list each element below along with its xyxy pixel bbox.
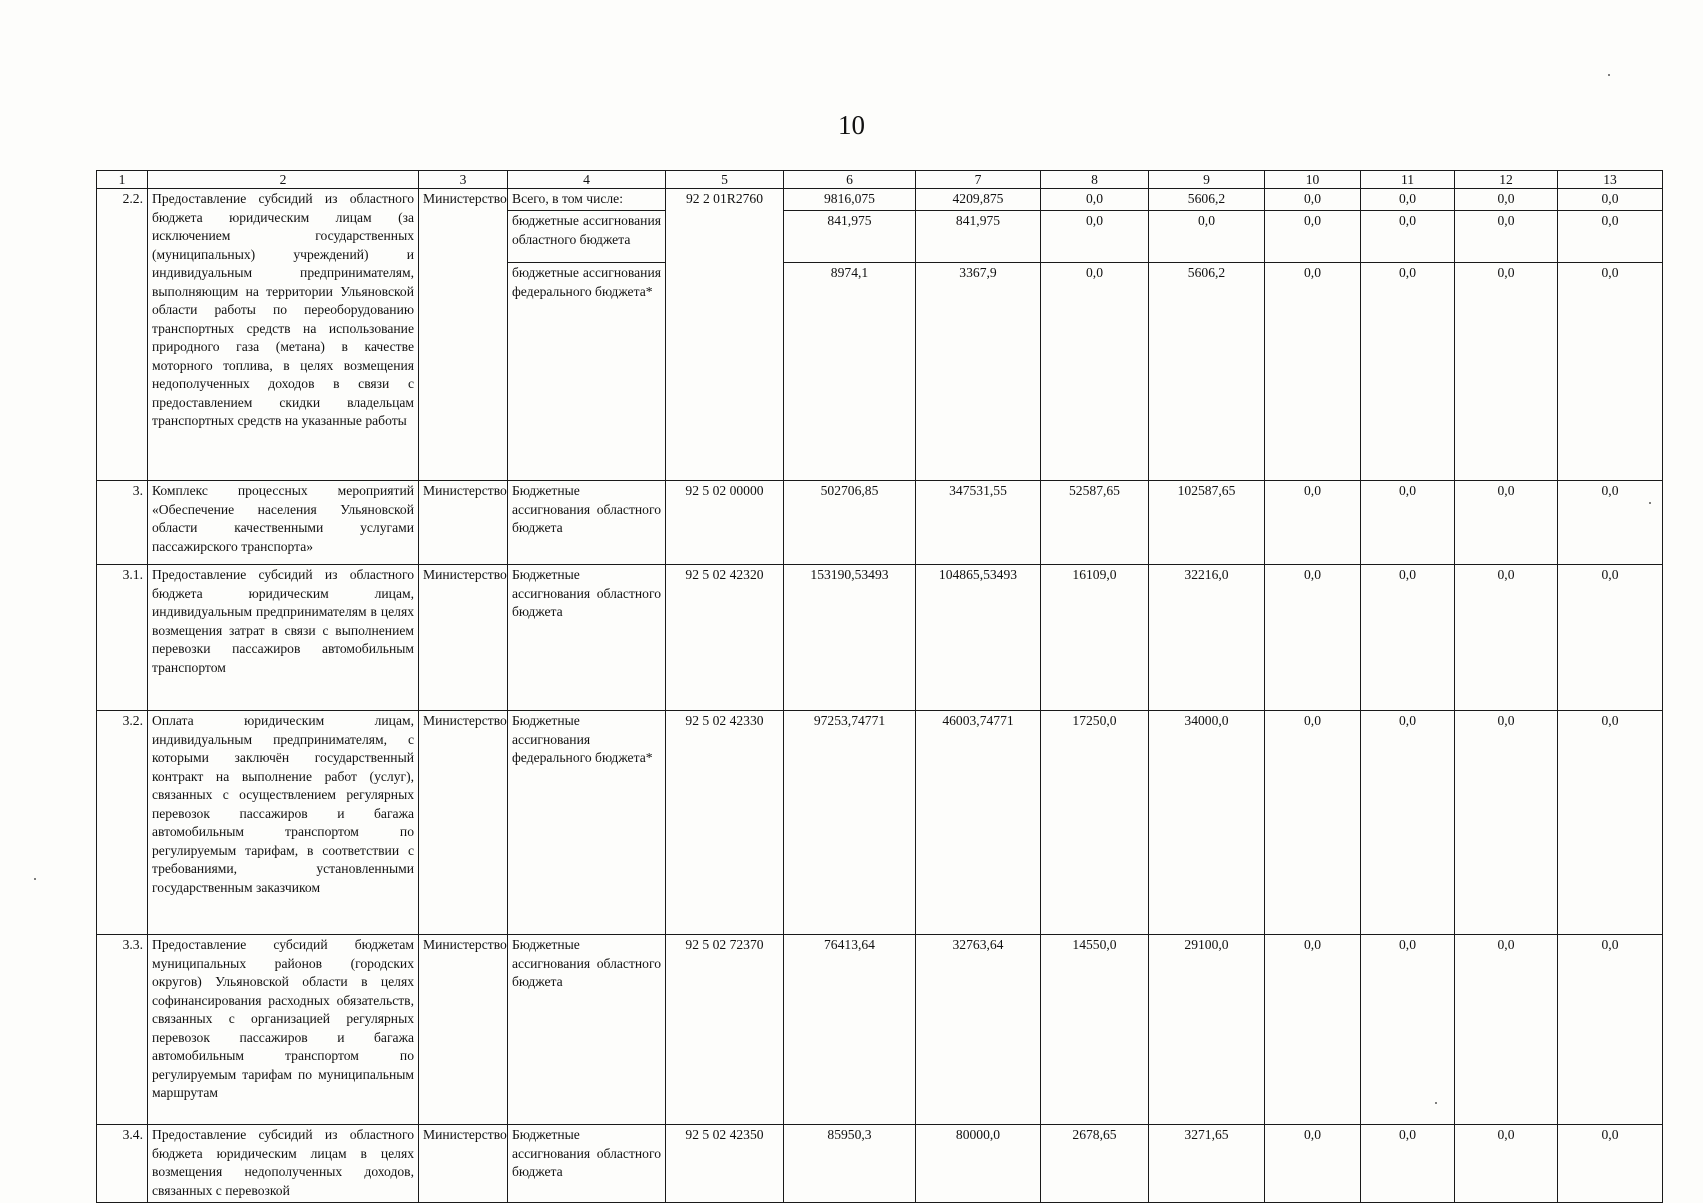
- amount-cell: 841,975: [916, 211, 1041, 263]
- funding-source: Бюджетные ассигнования областного бюджета: [508, 935, 666, 1125]
- amount-cell: 0,0: [1361, 565, 1455, 711]
- scan-speck: [1649, 502, 1651, 504]
- column-header: 1: [97, 171, 148, 189]
- amount-cell: 8974,1: [784, 263, 916, 481]
- amount-cell: 17250,0: [1041, 711, 1149, 935]
- column-header: 5: [666, 171, 784, 189]
- column-header: 3: [419, 171, 508, 189]
- row-number: 3.4.: [97, 1125, 148, 1203]
- budget-code: 92 5 02 42350: [666, 1125, 784, 1203]
- amount-cell: 104865,53493: [916, 565, 1041, 711]
- amount-cell: 0,0: [1455, 935, 1558, 1125]
- amount-cell: 52587,65: [1041, 481, 1149, 565]
- amount-cell: 0,0: [1361, 481, 1455, 565]
- table-row: [97, 189, 1663, 211]
- column-header: 12: [1455, 171, 1558, 189]
- page-number: 10: [838, 110, 865, 140]
- amount-cell: 0,0: [1361, 1125, 1455, 1203]
- column-header: 10: [1265, 171, 1361, 189]
- amount-cell: 46003,74771: [916, 711, 1041, 935]
- funding-source: Бюджетные ассигнования областного бюджета: [508, 1125, 666, 1203]
- table-row: [97, 1125, 1663, 1203]
- amount-cell: 0,0: [1265, 1125, 1361, 1203]
- amount-cell: 0,0: [1455, 211, 1558, 263]
- amount-cell: 153190,53493: [784, 565, 916, 711]
- row-number: 3.2.: [97, 711, 148, 935]
- funding-source: бюджетные ассигнования областного бюджета: [508, 211, 666, 263]
- table-row: [97, 565, 1663, 711]
- column-header: 13: [1558, 171, 1663, 189]
- amount-cell: 34000,0: [1149, 711, 1265, 935]
- row-number: 3.1.: [97, 565, 148, 711]
- scan-speck: [1608, 74, 1610, 76]
- budget-code: 92 2 01R2760: [666, 189, 784, 481]
- column-header: 8: [1041, 171, 1149, 189]
- amount-cell: 0,0: [1041, 189, 1149, 211]
- responsible-executor: Министерство: [419, 935, 508, 1125]
- amount-cell: 0,0: [1041, 263, 1149, 481]
- row-number: 3.3.: [97, 935, 148, 1125]
- amount-cell: 80000,0: [916, 1125, 1041, 1203]
- funding-source: Бюджетные ассигнования областного бюджета: [508, 481, 666, 565]
- responsible-executor: Министерство: [419, 1125, 508, 1203]
- amount-cell: 0,0: [1265, 481, 1361, 565]
- amount-cell: 0,0: [1558, 189, 1663, 211]
- amount-cell: 2678,65: [1041, 1125, 1149, 1203]
- responsible-executor: Министерство: [419, 481, 508, 565]
- amount-cell: 0,0: [1041, 211, 1149, 263]
- table-row: [97, 711, 1663, 935]
- measure-name: Комплекс процессных мероприятий «Обеспечение населения Ульяновской области качественными услугами пассажирского транспорта»: [148, 481, 419, 565]
- amount-cell: 29100,0: [1149, 935, 1265, 1125]
- amount-cell: 0,0: [1265, 711, 1361, 935]
- amount-cell: 0,0: [1361, 189, 1455, 211]
- amount-cell: 0,0: [1265, 189, 1361, 211]
- amount-cell: 102587,65: [1149, 481, 1265, 565]
- budget-table: [96, 170, 1663, 1203]
- amount-cell: 32763,64: [916, 935, 1041, 1125]
- amount-cell: 0,0: [1361, 263, 1455, 481]
- amount-cell: 0,0: [1455, 263, 1558, 481]
- amount-cell: 0,0: [1265, 211, 1361, 263]
- responsible-executor: Министерство: [419, 565, 508, 711]
- amount-cell: 0,0: [1455, 711, 1558, 935]
- amount-cell: 0,0: [1361, 935, 1455, 1125]
- scan-speck: [34, 878, 36, 880]
- funding-source: Бюджетные ассигнования областного бюджета: [508, 565, 666, 711]
- measure-name: Предоставление субсидий бюджетам муниципальных районов (городских округов) Ульяновской области в целях софинансирования расходных обязательств, связанных с организацией регулярных перевозок пассажиров и багажа автомобильным транспортом по регулируемым тарифам по муниципальным маршрутам: [148, 935, 419, 1125]
- column-header: 9: [1149, 171, 1265, 189]
- amount-cell: 0,0: [1558, 711, 1663, 935]
- amount-cell: 0,0: [1558, 1125, 1663, 1203]
- funding-source: бюджетные ассигнования федерального бюджета*: [508, 263, 666, 481]
- scan-speck: [1435, 1102, 1437, 1104]
- amount-cell: 0,0: [1558, 935, 1663, 1125]
- amount-cell: 76413,64: [784, 935, 916, 1125]
- amount-cell: 16109,0: [1041, 565, 1149, 711]
- amount-cell: 0,0: [1455, 481, 1558, 565]
- budget-code: 92 5 02 00000: [666, 481, 784, 565]
- column-header: 11: [1361, 171, 1455, 189]
- amount-cell: 347531,55: [916, 481, 1041, 565]
- amount-cell: 0,0: [1558, 263, 1663, 481]
- column-header: 2: [148, 171, 419, 189]
- amount-cell: 5606,2: [1149, 189, 1265, 211]
- budget-code: 92 5 02 72370: [666, 935, 784, 1125]
- amount-cell: 0,0: [1455, 189, 1558, 211]
- column-header: 6: [784, 171, 916, 189]
- amount-cell: 9816,075: [784, 189, 916, 211]
- amount-cell: 97253,74771: [784, 711, 916, 935]
- amount-cell: 0,0: [1265, 935, 1361, 1125]
- column-header: 7: [916, 171, 1041, 189]
- funding-source: Бюджетные ассигнования федерального бюджета*: [508, 711, 666, 935]
- amount-cell: 0,0: [1455, 1125, 1558, 1203]
- amount-cell: 4209,875: [916, 189, 1041, 211]
- amount-cell: 0,0: [1455, 565, 1558, 711]
- amount-cell: 502706,85: [784, 481, 916, 565]
- measure-name: Предоставление субсидий из областного бюджета юридическим лицам (за исключением государственных (муниципальных) учреждений) и индивидуальным предпринимателям, выполняющим на территории Ульяновской области работы по переоборудованию транспортных средств на использование природного газа (метана) в качестве моторного топлива, в целях возмещения недополученных доходов в связи с предоставлением скидки владельцам транспортных средств на указанные работы: [148, 189, 419, 481]
- amount-cell: 0,0: [1361, 711, 1455, 935]
- measure-name: Оплата юридическим лицам, индивидуальным предпринимателям, с которыми заключён государственный контракт на выполнение работ (услуг), связанных с осуществлением регулярных перевозок пассажиров и багажа автомобильным транспортом по регулируемым тарифам, в соответствии с требованиями, установленными государственным заказчиком: [148, 711, 419, 935]
- table-body: [97, 189, 1663, 1203]
- measure-name: Предоставление субсидий из областного бюджета юридическим лицам в целях возмещения недополученных доходов, связанных с перевозкой: [148, 1125, 419, 1203]
- amount-cell: 0,0: [1558, 481, 1663, 565]
- amount-cell: 32216,0: [1149, 565, 1265, 711]
- amount-cell: 85950,3: [784, 1125, 916, 1203]
- amount-cell: 5606,2: [1149, 263, 1265, 481]
- measure-name: Предоставление субсидий из областного бюджета юридическим лицам, индивидуальным предпринимателям в целях возмещения затрат в связи с выполнением перевозки пассажиров автомобильным транспортом: [148, 565, 419, 711]
- amount-cell: 0,0: [1361, 211, 1455, 263]
- table-header-row: [97, 171, 1663, 189]
- amount-cell: 0,0: [1558, 565, 1663, 711]
- funding-source: Всего, в том числе:: [508, 189, 666, 211]
- budget-code: 92 5 02 42330: [666, 711, 784, 935]
- column-header: 4: [508, 171, 666, 189]
- amount-cell: 841,975: [784, 211, 916, 263]
- amount-cell: 14550,0: [1041, 935, 1149, 1125]
- responsible-executor: Министерство: [419, 189, 508, 481]
- amount-cell: 0,0: [1265, 263, 1361, 481]
- row-number: 3.: [97, 481, 148, 565]
- table-row: [97, 481, 1663, 565]
- amount-cell: 0,0: [1265, 565, 1361, 711]
- amount-cell: 3271,65: [1149, 1125, 1265, 1203]
- budget-code: 92 5 02 42320: [666, 565, 784, 711]
- table-row: [97, 935, 1663, 1125]
- amount-cell: 0,0: [1558, 211, 1663, 263]
- row-number: 2.2.: [97, 189, 148, 481]
- amount-cell: 0,0: [1149, 211, 1265, 263]
- amount-cell: 3367,9: [916, 263, 1041, 481]
- responsible-executor: Министерство: [419, 711, 508, 935]
